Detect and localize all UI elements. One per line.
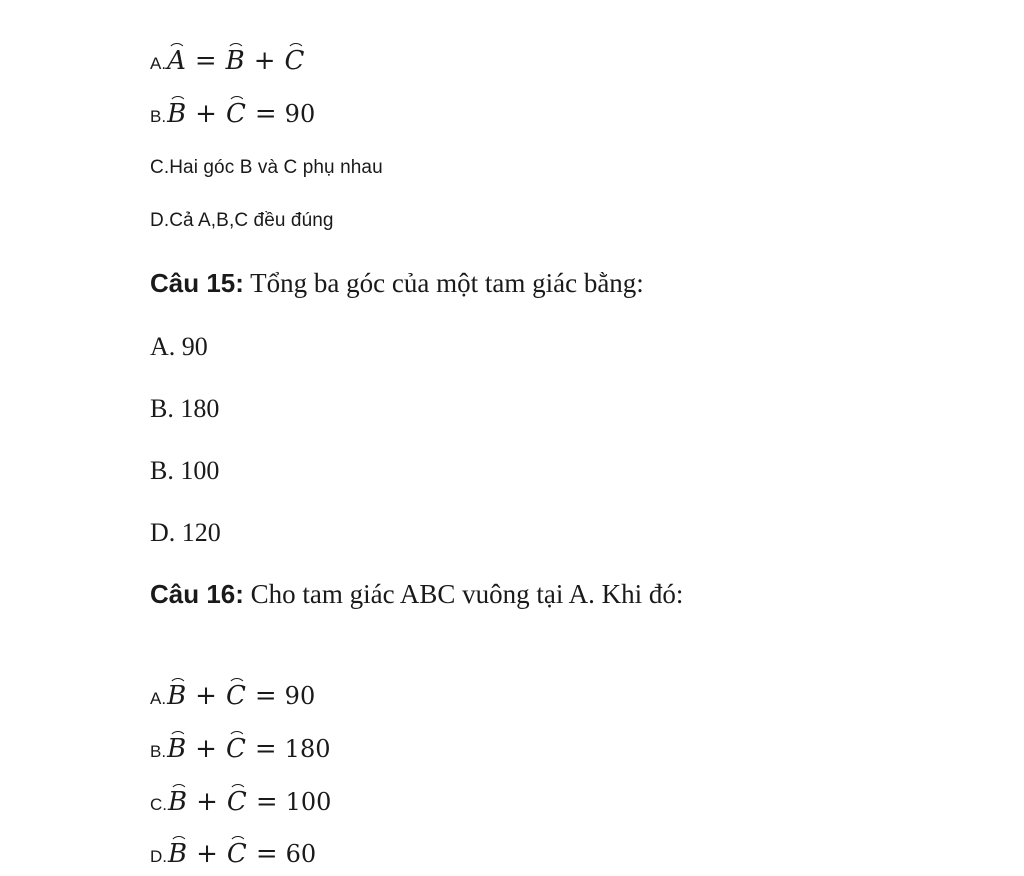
equals-sign: = — [255, 787, 278, 817]
q14-option-b — [150, 99, 315, 129]
q14-option-c: C.Hai góc B và C phụ nhau — [150, 157, 383, 178]
q14-option-a — [150, 46, 305, 76]
math-expression — [167, 839, 316, 869]
plus-sign: + — [196, 839, 218, 869]
rhs-value: 90 — [284, 682, 316, 710]
q16-option-d — [150, 839, 316, 869]
plus-sign: + — [253, 46, 276, 76]
option-letter: D. — [150, 847, 167, 866]
option-letter: C. — [150, 795, 167, 814]
angle-c: C — [225, 99, 246, 129]
angle-c: C — [226, 839, 247, 869]
plus-sign: + — [195, 681, 217, 711]
angle-c: C — [226, 787, 247, 817]
plus-sign: + — [195, 99, 217, 129]
angle-b: B — [168, 787, 188, 817]
question-label: Câu 15: — [150, 268, 244, 298]
angle-b: B — [168, 839, 188, 869]
math-expression — [166, 681, 315, 711]
q14-option-d: D.Cả A,B,C đều đúng — [150, 210, 334, 231]
angle-b: B — [167, 734, 187, 764]
question-label: Câu 16: — [150, 579, 244, 609]
q16-option-a — [150, 681, 315, 711]
question-16 — [150, 577, 710, 616]
angle-c: C — [225, 681, 246, 711]
angle-c: C — [225, 734, 246, 764]
math-expression — [167, 787, 331, 817]
angle-c: C — [284, 46, 305, 76]
q15-option-b: B. 180 — [150, 394, 220, 423]
equals-sign: = — [194, 46, 217, 76]
equals-sign: = — [254, 681, 277, 711]
equals-sign: = — [255, 839, 278, 869]
math-expression — [166, 46, 305, 76]
equals-sign: = — [254, 99, 277, 129]
angle-b: B — [167, 681, 187, 711]
q15-option-a: A. 90 — [150, 332, 208, 361]
q15-option-d: D. 120 — [150, 518, 221, 547]
q16-option-c — [150, 787, 331, 817]
question-text: Tổng ba góc của một tam giác bằng: — [243, 268, 644, 298]
angle-b: B — [225, 46, 245, 76]
math-expression — [166, 99, 315, 129]
option-letter: B. — [150, 742, 167, 761]
rhs-value: 100 — [285, 788, 332, 816]
option-letter: A. — [150, 54, 167, 73]
angle-a: A — [167, 46, 186, 76]
option-letter: B. — [150, 107, 167, 126]
q16-option-b — [150, 734, 330, 764]
equals-sign: = — [254, 734, 277, 764]
option-letter: A. — [150, 689, 167, 708]
angle-b: B — [167, 99, 187, 129]
q15-option-b-duplicate: B. 100 — [150, 456, 220, 485]
question-text: Cho tam giác ABC vuông tại A. Khi đó: — [243, 579, 684, 609]
math-expression — [166, 734, 330, 764]
question-15 — [150, 266, 710, 305]
rhs-value: 90 — [284, 100, 316, 128]
rhs-value: 180 — [284, 735, 331, 763]
plus-sign: + — [195, 734, 217, 764]
plus-sign: + — [196, 787, 218, 817]
rhs-value: 60 — [285, 840, 317, 868]
